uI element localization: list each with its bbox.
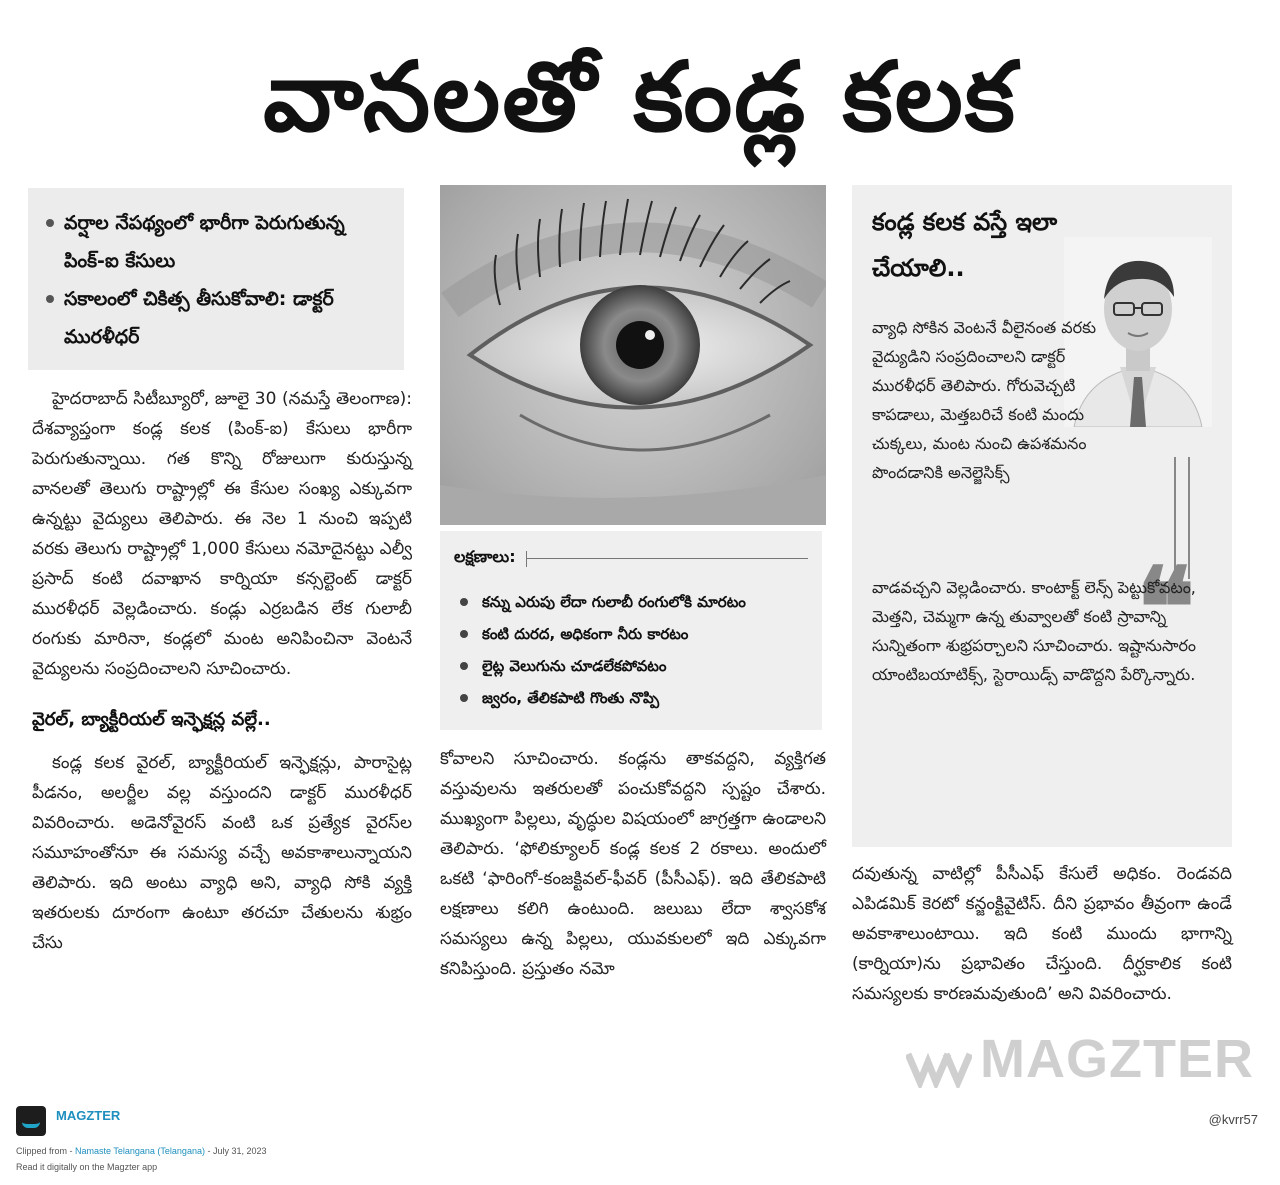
symptom-item: కంటి దురద, అధికంగా నీరు కారటం [454,618,808,650]
eye-illustration [440,185,826,525]
article-paragraph: దవుతున్న వాటిల్లో పీసీఎఫ్ కేసులే అధికం. రెండవది ఎపిడమిక్ కెరటో కన్జంక్టివైటిస్. దీని ప్రభావం తీవ్రంగా ఉండే అవకాశాలుంటాయి. ఇది కంటి ముందు భాగాన్ని (కార్నియా)ను ప్రభావితం చేస్తుంది. దీర్ఘకాలిక కంటి సమస్యలకు కారణమవుతుంది’ అని వివరించారు. [852,864,1232,1004]
read-digitally-text: Read it digitally on the Magzter app [16,1162,158,1172]
advice-sidebar [852,185,1232,847]
sidebar-paragraph: వ్యాధి సోకిన వెంటనే వీలైనంత వరకు వైద్యుడిని సంప్రదించాలని డాక్టర్ మురళీధర్ తెలిపారు. గోరువెచ్చటి కాపడాలు, మెత్తబరిచే కంటి మందు చుక్కలు, మంట నుంచి ఉపశమనం పొందడానికి అనెల్జెసిక్స్ [872,318,1097,482]
user-handle: @kvrr57 [1208,1112,1258,1127]
symptoms-box [440,531,822,730]
sidebar-paragraph: వాడవచ్చని వెల్లడించారు. కాంటాక్ట్ లెన్స్ పెట్టుకోవటం, మెత్తని, చెమ్మగా ఉన్న తువ్వాలతో కంటి స్రావాన్ని సున్నితంగా శుభ్రపర్చాలని సూచించారు. ఇష్టానుసారం యాంటిబయాటిక్స్, స్టెరాయిడ్స్ వాడొద్దని పేర్కొన్నారు. [872,578,1197,684]
symptom-item: జ్వరం, తేలికపాటి గొంతు నొప్పి [454,682,808,714]
article-paragraph: కండ్ల కలక వైరల్, బ్యాక్టీరియల్ ఇన్ఫెక్షన్లు, పారాసైట్ల పీడనం, అలర్జీల వల్ల వస్తుందని డాక్టర్ మురళీధర్ వివరించారు. అడెనోవైరస్ వంటి ఒక ప్రత్యేక వైరస్‌ల సమూహంతోనూ ఈ సమస్య వచ్చే అవకాశాలున్నాయని తెలిపారు. ఇది అంటు వ్యాధి అని, వ్యాధి సోకి వ్యక్తి ఇతరులకు దూరంగా ఉంటూ తరచూ చేతులను శుభ్రం చేసు [32,753,412,953]
highlight-item: వర్షాల నేపథ్యంలో భారీగా పెరుగుతున్న పింక్-ఐ కేసులు [44,204,390,280]
symptom-item: కన్ను ఎరుపు లేదా గులాబీ రంగులోకి మారటం [454,586,808,618]
highlights-box [28,188,404,370]
column-left [32,188,412,958]
symptoms-list [440,586,822,714]
highlight-item: సకాలంలో చికిత్స తీసుకోవాలి: డాక్టర్ మురళీధర్ [44,280,390,356]
clip-source [16,1146,267,1156]
watermark-text: MAGZTER [980,1029,1254,1089]
magzter-watermark [906,1028,1254,1090]
clip-prefix: Clipped from - [16,1146,76,1156]
headline: వానలతో కండ్ల కలక [263,41,1017,153]
magzter-logo-icon [906,1039,972,1079]
symptoms-title: లక్షణాలు: [454,547,516,566]
sidebar-title: కండ్ల కలక వస్తే ఇలా చేయాలి.. [872,208,1058,282]
symptoms-header [440,539,822,578]
source-link[interactable]: Namaste Telangana (Telangana) [75,1146,205,1156]
clip-date: - July 31, 2023 [204,1146,267,1156]
article-paragraph: హైదరాబాద్ సిటీబ్యూరో, జూలై 30 (నమస్తే తెలంగాణ): దేశవ్యాప్తంగా కండ్ల కలక (పింక్-ఐ) కేసులు భారీగా పెరుగుతున్నాయి. గత కొన్ని రోజులుగా కురుస్తున్న వానలతో తెలుగు రాష్ట్రాల్లో ఈ కేసుల సంఖ్య ఎక్కువగా ఉన్నట్టు వైద్యులు తెలిపారు. ఈ నెల 1 నుంచి ఇప్పటి వరకు తెలుగు రాష్ట్రాల్లో 1,000 కేసులు నమోదైనట్టు ఎల్వీ ప్రసాద్ కంటి దవాఖాన కార్నియా కన్సల్టెంట్ డాక్టర్ మురళీధర్ వెల్లడించారు. కండ్లు ఎర్రబడిన లేక గులాబీ రంగుకు మారినా, కండ్లలో మంట అనిపించినా వెంటనే వైద్యులను సంప్రదించాలని సూచించారు. [32,389,412,679]
column-right [852,185,1232,1009]
quote-icon: ❝ [1136,543,1196,672]
highlights-list [44,204,390,356]
eye-photo [440,185,826,525]
symptom-item: లైట్ల వెలుగును చూడలేకపోవటం [454,650,808,682]
footer-brand[interactable]: MAGZTER [56,1108,121,1123]
section-subhead: వైరల్, బ్యాక్టీరియల్ ఇన్ఫెక్షన్ల వల్లే.. [32,709,271,730]
column-middle [440,185,826,984]
magzter-app-icon[interactable] [16,1106,46,1136]
divider [526,558,808,559]
article-paragraph: కోవాలని సూచించారు. కండ్లను తాకవద్దని, వ్యక్తిగత వస్తువులను ఇతరులతో పంచుకోవద్దని స్పష్టం చేశారు. ముఖ్యంగా పిల్లలు, వృద్ధుల విషయంలో జాగ్రత్తగా ఉండాలని తెలిపారు. ‘ఫోలిక్యూలర్ కండ్ల కలక 2 రకాలు. అందులో ఒకటి ‘ఫారింగో-కంజక్టివల్-ఫీవర్ (పీసీఎఫ్). ఇది తేలికపాటి లక్షణాలు కలిగి ఉంటుంది. జలుబు లేదా శ్వాసకోశ సమస్యలు ఉన్న పిల్లలు, యువకులలో ఇది ఎక్కువగా కనిపిస్తుంది. ప్రస్తుతం నమో [440,749,826,979]
